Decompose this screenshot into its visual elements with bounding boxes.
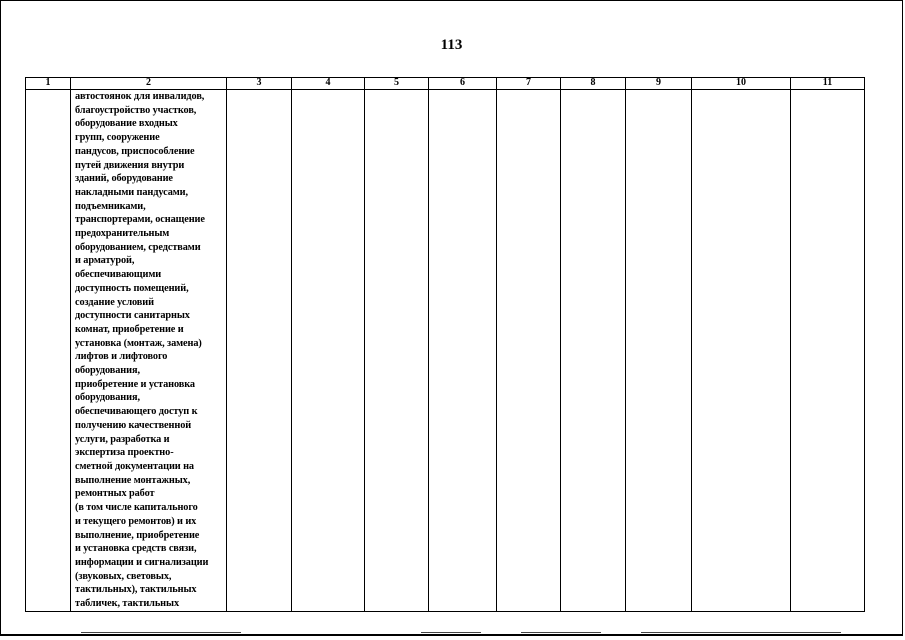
cell-col3	[227, 90, 292, 612]
table-row	[26, 90, 865, 612]
cell-col8	[561, 90, 626, 612]
data-table	[25, 77, 865, 612]
cell-col2	[71, 90, 227, 612]
column-header-5: 5	[365, 78, 429, 90]
scan-artifact-line	[521, 632, 601, 633]
scan-artifact-line	[641, 632, 841, 633]
cell-col5	[365, 90, 429, 612]
column-header-3: 3	[227, 78, 292, 90]
header-row	[26, 78, 865, 90]
cell-col6	[429, 90, 497, 612]
column-header-1: 1	[26, 78, 71, 90]
cell-col10	[692, 90, 791, 612]
cell-col11	[791, 90, 865, 612]
cell-col4	[292, 90, 365, 612]
cell-col9	[626, 90, 692, 612]
scan-artifact-line	[421, 632, 481, 633]
column-header-6: 6	[429, 78, 497, 90]
measure-description: автостоянок для инвалидов, благоустройство участков, оборудование входных групп, сооружение пандусов, приспособление путей движения внутри зданий, оборудование накладными пандусами, подъемниками, транспортерами, оснащение предохранительным оборудованием, средствами и арматурой, обеспечивающими доступность помещений, создание условий доступности санитарных комнат, приобретение и установка (монтаж, замена) лифтов и лифтового оборудования, приобретение и установка оборудования, обеспечивающего доступ к получению качественной услуги, разработка и экспертиза проектно- сметной документации на выполнение монтажных, ремонтных работ (в том числе капитального и текущего ремонтов) и их выполнение, приобретение и установка средств связи, информации и сигнализации (звуковых, световых, тактильных), тактильных табличек, тактильных	[75, 91, 209, 610]
cell-col7	[497, 90, 561, 612]
page-number: 113	[440, 37, 463, 53]
column-header-2: 2	[71, 78, 227, 90]
column-header-11: 11	[791, 78, 865, 90]
column-header-7: 7	[497, 78, 561, 90]
cell-col1	[26, 90, 71, 612]
column-header-9: 9	[626, 78, 692, 90]
scan-artifact-line	[81, 632, 241, 633]
column-header-10: 10	[692, 78, 791, 90]
column-header-4: 4	[292, 78, 365, 90]
column-header-8: 8	[561, 78, 626, 90]
